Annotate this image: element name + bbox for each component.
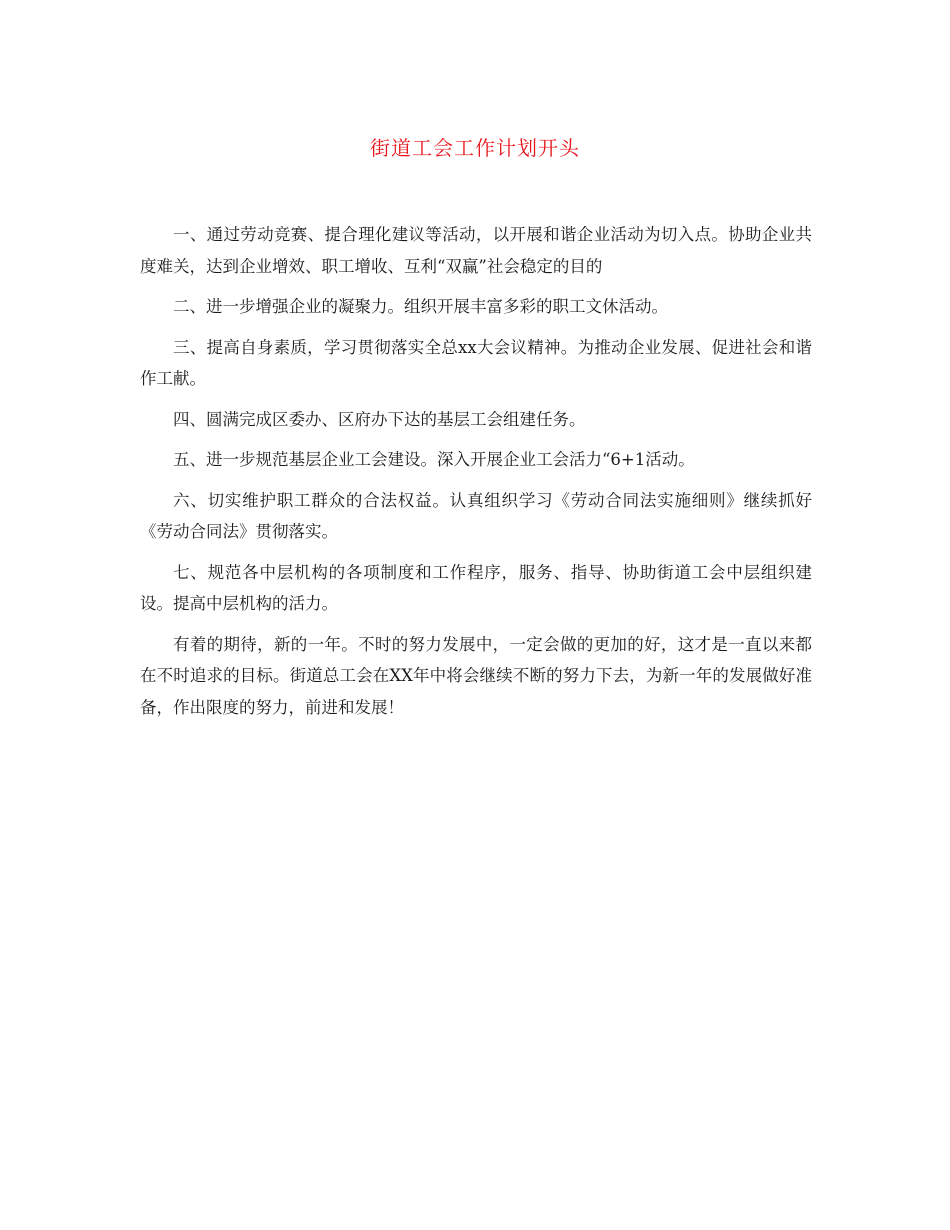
document-title: 街道工会工作计划开头	[370, 136, 580, 160]
document-body	[140, 219, 812, 732]
paragraph-5: 五、进一步规范基层企业工会建设。深入开展企业工会活力“6+1活动。	[173, 450, 695, 469]
paragraph-2: 二、进一步增强企业的凝聚力。组织开展丰富多彩的职工文休活动。	[173, 297, 668, 316]
paragraph-1: 一、通过劳动竞赛、提合理化建议等活动，以开展和谐企业活动为切入点。协助企业共度难关，达到企业增效、职工增收、互利“双赢”社会稳定的目的	[140, 225, 812, 276]
paragraph-3: 三、提高自身素质，学习贯彻落实全总xx大会议精神。为推动企业发展、促进社会和谐作工献。	[140, 337, 812, 388]
paragraph-8: 有着的期待，新的一年。不时的努力发展中，一定会做的更加的好，这才是一直以来都在不时追求的目标。街道总工会在XX年中将会继续不断的努力下去，为新一年的发展做好准备，作出限度的努力，前进和发展！	[140, 634, 812, 717]
paragraph-6: 六、切实维护职工群众的合法权益。认真组织学习《劳动合同法实施细则》继续抓好《劳动合同法》贯彻落实。	[140, 490, 812, 541]
paragraph-7: 七、规范各中层机构的各项制度和工作程序，服务、指导、协助街道工会中层组织建设。提高中层机构的活力。	[140, 562, 812, 613]
paragraph-4: 四、圆满完成区委办、区府办下达的基层工会组建任务。	[173, 409, 586, 429]
